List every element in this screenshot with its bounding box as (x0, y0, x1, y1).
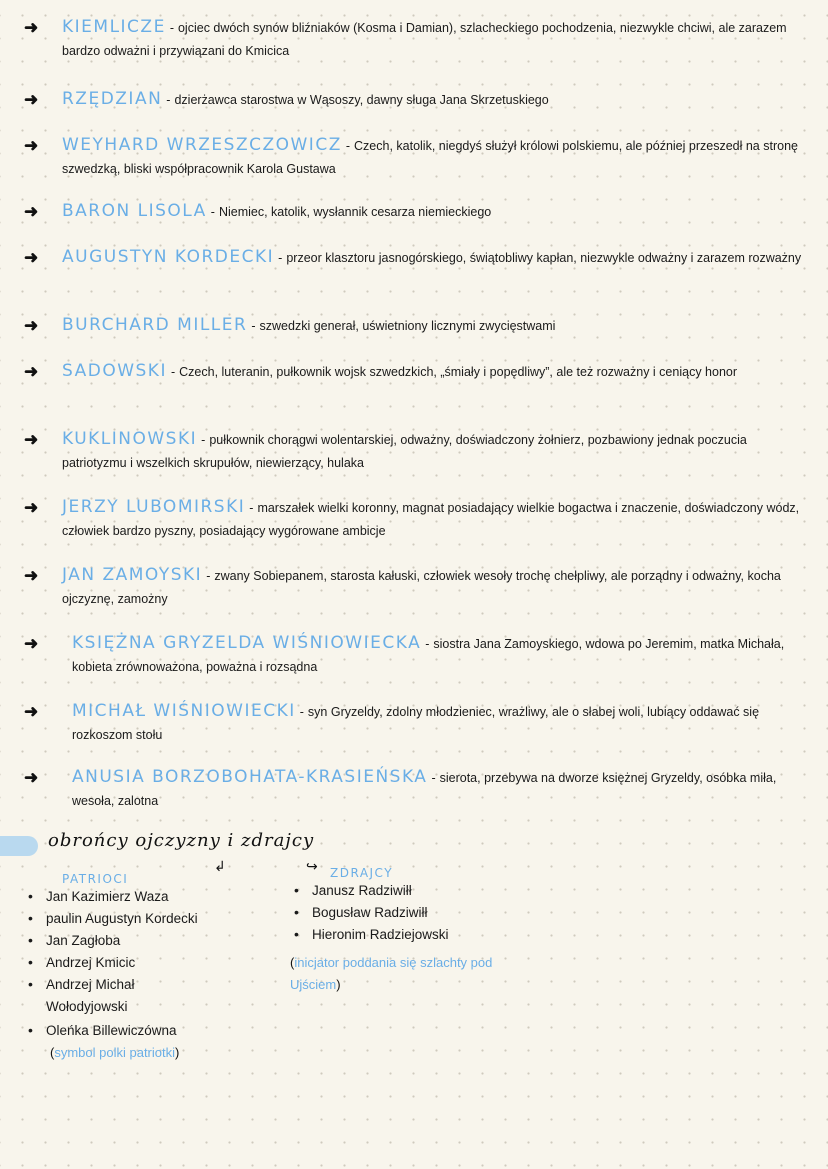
character-description: Czech, katolik, niegdyś służył królowi polskiemu, ale później przeszedł na stronę szwedzką, bliski współpracownik Karola Gustawa (62, 139, 798, 176)
arrow-icon: ➜ (24, 430, 39, 449)
character-text: KIEMLICZE - ojciec dwóch synów bliźniaków (Kosma i Damian), szlacheckiego pochodzenia, niezwykle chciwi, ale zarazem bardzo odważni i przywiązani do Kmicica (62, 17, 787, 58)
arrow-icon: ➜ (24, 768, 39, 787)
traitors-list (292, 880, 542, 946)
character-name: SADOWSKI (62, 361, 167, 381)
character-name: BURCHARD MILLER (62, 315, 248, 335)
list-item: • Janusz Radziwiłł (292, 880, 542, 902)
character-text: KSIĘŻNA GRYZELDA WIŚNIOWIECKA - siostra Jana Zamoyskiego, wdowa po Jeremim, matka Michała, kobieta zrównoważona, poważna i rozsądna (72, 633, 785, 674)
list-item: • Andrzej Michał Wołodyjowski (26, 974, 196, 1018)
list-item: • Oleńka Billewiczówna (26, 1020, 276, 1042)
character-description: zwany Sobiepanem, starosta kałuski, człowiek wesoły trochę chełpliwy, ale porządny i odważny, kocha ojczyznę, zamożny (62, 569, 781, 606)
arrow-icon: ➜ (24, 702, 39, 721)
character-description: Niemiec, katolik, wysłannik cesarza niemieckiego (218, 205, 492, 219)
character-description: szwedzki generał, uświetniony licznymi zwycięstwami (259, 319, 556, 333)
list-item: • Hieronim Radziejowski (292, 924, 542, 946)
curved-right-arrow-icon: ↪ (306, 858, 318, 874)
character-text: ANUSIA BORZOBOHATA-KRASIEŃSKA - sierota, przebywa na dworze księżnej Gryzeldy, osóbka miła, wesoła, zalotna (72, 767, 777, 808)
arrow-icon: ➜ (24, 202, 39, 221)
character-name: JAN ZAMOYSKI (62, 565, 203, 585)
character-description: pułkownik chorągwi wolentarskiej, odważny, doświadczony żołnierz, pozbawiony jednak poczucia patriotyzmu i wszelkich skrupułów, niewierzący, hulaka (62, 433, 747, 470)
character-name: KUKLINOWSKI (62, 429, 198, 449)
patriots-list (26, 886, 276, 1042)
character-text: WEYHARD WRZESZCZOWICZ - Czech, katolik, niegdyś służył królowi polskiemu, ale później przeszedł na stronę szwedzką, bliski współpracownik Karola Gustawa (62, 135, 798, 176)
arrow-icon: ➜ (24, 634, 39, 653)
character-name: ANUSIA BORZOBOHATA-KRASIEŃSKA (72, 767, 428, 787)
patriots-heading: PATRIOCI (62, 872, 129, 886)
arrow-icon: ➜ (24, 90, 39, 109)
list-item: • Jan Zagłoba (26, 930, 276, 952)
patriots-note: (symbol polki patriotki) (50, 1045, 180, 1060)
character-name: AUGUSTYN KORDECKI (62, 247, 275, 267)
character-text: RZĘDZIAN - dzierżawca starostwa w Wąsoszy, dawny sługa Jana Skrzetuskiego (62, 89, 549, 109)
arrow-icon: ➜ (24, 248, 39, 267)
character-name: WEYHARD WRZESZCZOWICZ (62, 135, 342, 155)
character-description: Czech, luteranin, pułkownik wojsk szwedzkich, „śmiały i popędliwy”, ale też rozważny i ceniący honor (179, 365, 738, 379)
section-tab-marker (0, 836, 38, 856)
character-text: MICHAŁ WIŚNIOWIECKI - syn Gryzeldy, zdolny młodzieniec, wrażliwy, ale o słabej woli, lubiący oddawać się rozkoszom stołu (72, 701, 760, 742)
arrow-icon: ➜ (24, 566, 39, 585)
character-text: KUKLINOWSKI - pułkownik chorągwi wolentarskiej, odważny, doświadczony żołnierz, pozbawiony jednak poczucia patriotyzmu i wszelkich skrupułów, niewierzący, hulaka (62, 429, 747, 470)
section-title: obrońcy ojczyzny i zdrajcy (48, 830, 315, 851)
list-item: • Andrzej Kmicic (26, 952, 276, 974)
character-description: ojciec dwóch synów bliźniaków (Kosma i Damian), szlacheckiego pochodzenia, niezwykle chciwi, ale zarazem bardzo odważni i przywiązani do Kmicica (62, 21, 787, 58)
character-description: siostra Jana Zamoyskiego, wdowa po Jeremim, matka Michała, kobieta zrównoważona, poważna i rozsądna (72, 637, 785, 674)
character-text: BURCHARD MILLER - szwedzki generał, uświetniony licznymi zwycięstwami (62, 315, 556, 335)
character-name: KIEMLICZE (62, 17, 166, 37)
character-name: JERZY LUBOMIRSKI (62, 497, 246, 517)
character-text: SADOWSKI - Czech, luteranin, pułkownik wojsk szwedzkich, „śmiały i popędliwy”, ale też rozważny i ceniący honor (62, 361, 738, 381)
character-description: dzierżawca starostwa w Wąsoszy, dawny sługa Jana Skrzetuskiego (174, 93, 549, 107)
character-name: BARON LISOLA (62, 201, 207, 221)
arrow-icon: ➜ (24, 316, 39, 335)
character-description: przeor klasztoru jasnogórskiego, świątobliwy kapłan, niezwykle odważny i zarazem rozważny (286, 251, 802, 265)
character-name: MICHAŁ WIŚNIOWIECKI (72, 701, 296, 721)
character-text: JERZY LUBOMIRSKI - marszałek wielki koronny, magnat posiadający wielkie bogactwa i znaczenie, doświadczony wódz, człowiek bardzo pyszny, posiadający wygórowane ambicje (62, 497, 800, 538)
traitors-note: (inicjator poddania się szlachty pod Ujściem) (290, 955, 493, 992)
character-text: JAN ZAMOYSKI - zwany Sobiepanem, starosta kałuski, człowiek wesoły trochę chełpliwy, ale porządny i odważny, kocha ojczyznę, zamożny (62, 565, 781, 606)
list-item: • Jan Kazimierz Waza (26, 886, 276, 908)
arrow-icon: ➜ (24, 362, 39, 381)
character-description: syn Gryzeldy, zdolny młodzieniec, wrażliwy, ale o słabej woli, lubiący oddawać się rozkoszom stołu (72, 705, 760, 742)
character-description: marszałek wielki koronny, magnat posiadający wielkie bogactwa i znaczenie, doświadczony wódz, człowiek bardzo pyszny, posiadający wygórowane ambicje (62, 501, 800, 538)
arrow-icon: ➜ (24, 18, 39, 37)
character-name: KSIĘŻNA GRYZELDA WIŚNIOWIECKA (72, 633, 422, 653)
list-item: • Bogusław Radziwiłł (292, 902, 542, 924)
arrow-icon: ➜ (24, 498, 39, 517)
list-item: • paulin Augustyn Kordecki (26, 908, 276, 930)
character-text: BARON LISOLA - Niemiec, katolik, wysłannik cesarza niemieckiego (62, 201, 492, 221)
character-description: sierota, przebywa na dworze księżnej Gryzeldy, osóbka miła, wesoła, zalotna (72, 771, 777, 808)
character-text: AUGUSTYN KORDECKI - przeor klasztoru jasnogórskiego, świątobliwy kapłan, niezwykle odważny i zarazem rozważny (62, 247, 802, 267)
traitors-heading: ZDRAJCY (330, 866, 394, 880)
curved-down-arrow-icon: ↲ (214, 858, 226, 874)
arrow-icon: ➜ (24, 136, 39, 155)
character-name: RZĘDZIAN (62, 89, 163, 109)
